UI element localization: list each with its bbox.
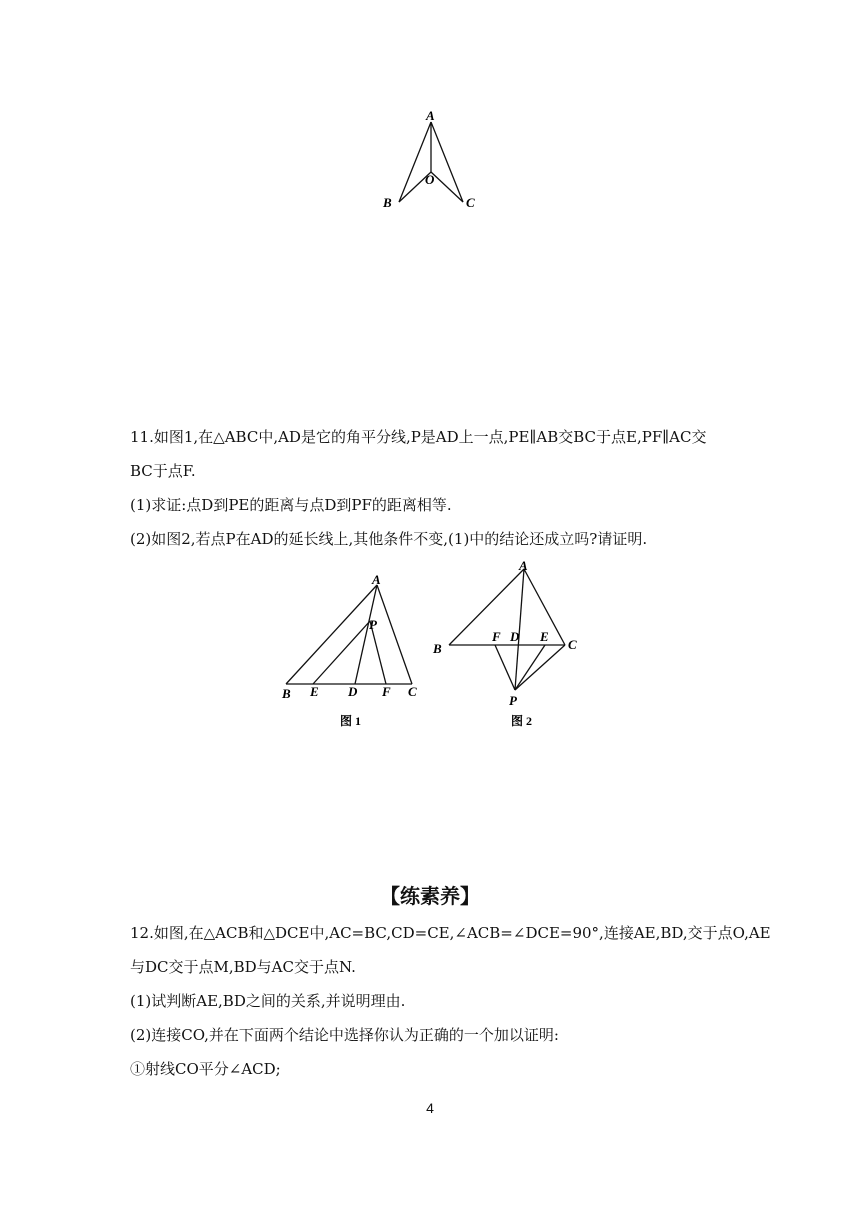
label-C: C <box>466 195 475 210</box>
fig2-caption: 图 2 <box>511 714 533 728</box>
problem11-part2: (2)如图2,若点P在AD的延长线上,其他条件不变,(1)中的结论还成立吗?请证明. <box>130 530 648 548</box>
fig1-label-F: F <box>382 684 391 699</box>
problem12-part1: (1)试判断AE,BD之间的关系,并说明理由. <box>130 992 406 1010</box>
fig1-caption: 图 1 <box>340 714 362 728</box>
figure-2 <box>425 555 595 735</box>
fig2-label-P: P <box>509 693 517 708</box>
problem11-line1: 11.如图1,在△ABC中,AD是它的角平分线,P是AD上一点,PE∥AB交BC于点E,PF∥AC交 <box>130 428 707 446</box>
figure-1 <box>270 565 430 735</box>
label-A: A <box>426 108 435 123</box>
section-heading: 【练素养】 <box>380 884 480 908</box>
fig2-label-B: B <box>433 641 442 656</box>
page-number: 4 <box>426 1100 434 1116</box>
problem12-line2: 与DC交于点M,BD与AC交于点N. <box>130 958 356 976</box>
problem12-part2: (2)连接CO,并在下面两个结论中选择你认为正确的一个加以证明: <box>130 1026 559 1044</box>
figure-top <box>370 105 490 220</box>
fig2-label-C: C <box>568 637 577 652</box>
fig1-label-B: B <box>282 686 291 701</box>
fig2-label-D: D <box>510 629 520 644</box>
problem11-part1: (1)求证:点D到PE的距离与点D到PF的距离相等. <box>130 496 452 514</box>
fig1-label-D: D <box>348 684 358 699</box>
fig1-label-E: E <box>310 684 319 699</box>
fig2-label-F: F <box>492 629 501 644</box>
fig2-label-A: A <box>519 558 528 573</box>
label-O: O <box>425 172 435 187</box>
problem12-line1: 12.如图,在△ACB和△DCE中,AC=BC,CD=CE,∠ACB=∠DCE=90°,连接AE,BD,交于点O,AE <box>130 924 771 942</box>
fig1-label-C: C <box>408 684 417 699</box>
fig1-label-P: P <box>369 617 377 632</box>
fig2-label-E: E <box>540 629 549 644</box>
label-B: B <box>383 195 392 210</box>
problem12-option1: ①射线CO平分∠ACD; <box>130 1060 281 1078</box>
fig1-label-A: A <box>372 572 381 587</box>
problem11-line2: BC于点F. <box>130 462 196 480</box>
